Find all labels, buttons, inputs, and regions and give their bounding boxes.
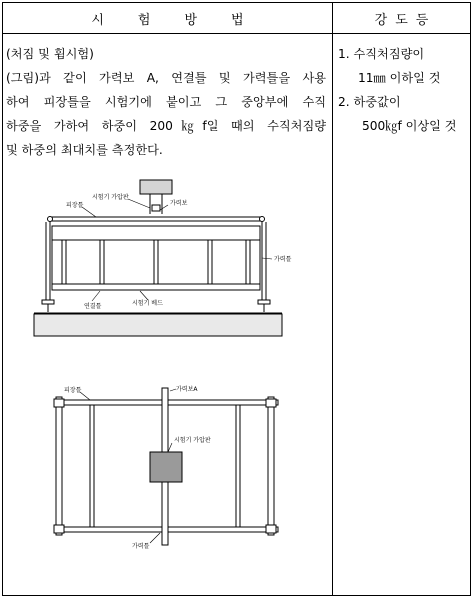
fig1-label-test-bed: 시험기 베드 (132, 300, 163, 307)
strength-item-1-title: 1. 수직처짐량이 (338, 47, 425, 61)
method-line-3: 하중을 가하여 하중이 200㎏f일 때의 수직처짐량 (6, 119, 326, 133)
fig1-label-load-frame: 가력틀 (274, 256, 292, 263)
header-test-method: 시험방법 (91, 12, 278, 28)
fig2-label-load-frame: 가력틀 (132, 543, 150, 550)
method-line-1: (그림)과 같이 가력보 A, 연결틀 및 가력틀을 사용 (6, 71, 326, 85)
strength-item-2-value: 500㎏f 이상일 것 (362, 119, 457, 133)
fig2-test-plate-shape (150, 452, 182, 482)
fig1-label-connect-frame: 연결틀 (84, 303, 102, 310)
fig1-label-load-beam: 가력보 (170, 200, 188, 207)
strength-item-2-title: 2. 하중값이 (338, 95, 401, 109)
fig2-label-load-beam-a: 가력보A (176, 386, 198, 393)
method-section-title: (처짐 및 휨시험) (6, 47, 94, 61)
fig1-label-frame: 피장틀 (66, 202, 84, 209)
method-line-4: 및 하중의 최대치를 측정한다. (6, 143, 163, 157)
header-strength: 강도등 (374, 12, 437, 28)
fig1-label-test-plate: 시험기 가압판 (92, 194, 129, 201)
fig2-label-frame: 피장틀 (64, 387, 82, 394)
method-line-2: 하여 피장틀을 시험기에 붙이고 그 중앙부에 수직 (6, 95, 326, 109)
strength-item-1-value: 11㎜ 이하일 것 (358, 71, 441, 85)
fig2-label-test-plate: 시험기 가압판 (174, 437, 211, 444)
